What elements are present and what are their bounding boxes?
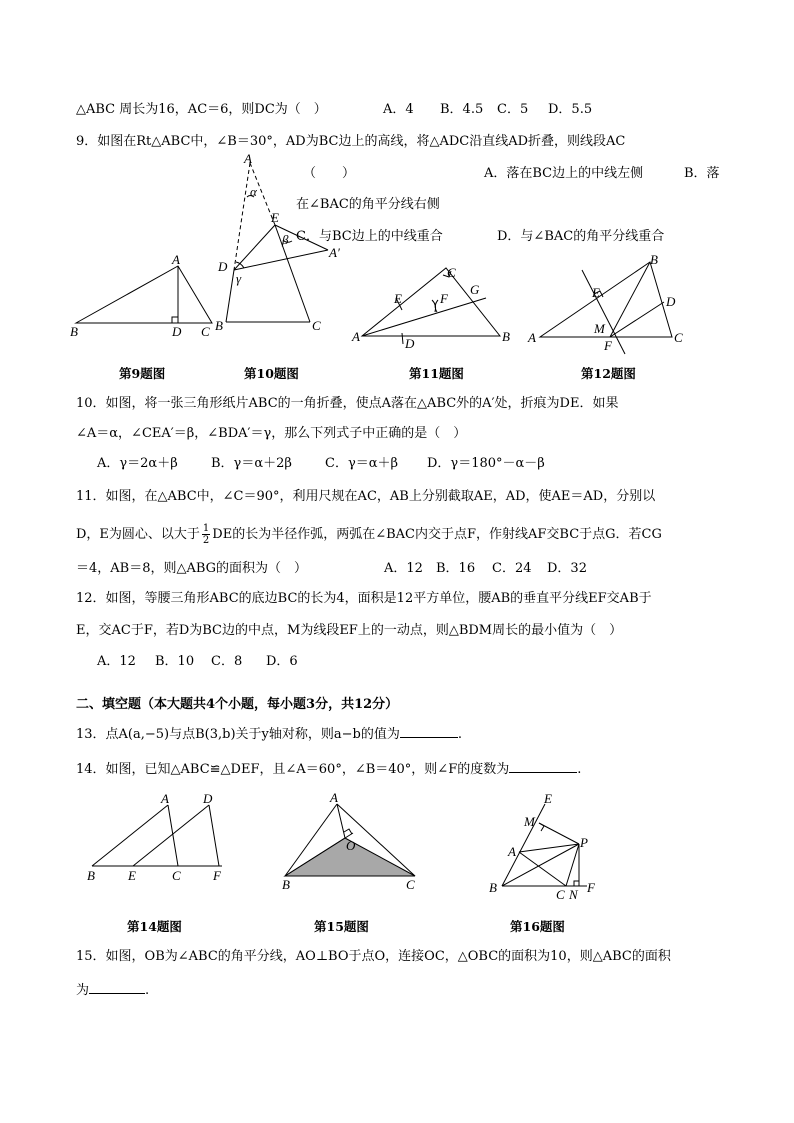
f16-label-c: C [556,887,565,902]
q13-end: . [457,727,462,742]
f16-label-n: N [569,887,578,902]
q9-opt-a: A．落在BC边上的中线左侧 [484,166,644,181]
f10-label-b: B [215,318,223,333]
caption-fig-15: 第15题图 [314,919,369,934]
caption-fig-11: 第11题图 [409,366,464,381]
q9-paren: （ ） [303,166,356,181]
f12-label-f: F [604,338,612,353]
f14-label-f: F [213,868,221,883]
q8-opt-d: D．5.5 [548,102,593,117]
f9-label-c: C [201,324,210,339]
q11-opt-d: D．32 [547,561,587,576]
f11-label-c: C [447,265,456,280]
q11-opt-a: A．12 [384,561,423,576]
f16-label-p: P [580,835,588,850]
f16-label-e: E [544,791,552,806]
f12-label-b: B [650,252,658,267]
f15-label-o: O [346,838,356,853]
q12-line2: E，交AC于F，若D为BC边的中点，M为线段EF上的一动点，则△BDM周长的最小值为（ ） [76,623,623,638]
fraction-numerator: 1 [202,523,210,534]
q11-line2-pre: D，E为圆心、以大于 [76,527,200,542]
f14-label-d: D [203,791,213,806]
q9-opt-b-tail: 在∠BAC的角平分线右侧 [296,197,440,212]
f12-label-m: M [594,321,605,336]
q13-text: 13．点A(a,−5)与点B(3,b)关于y轴对称，则a−b的值为 [76,727,400,742]
f10-label-gamma: γ [236,271,242,286]
f9-label-d: D [172,324,182,339]
f15-label-a: A [330,790,338,805]
f14-label-a: A [161,791,169,806]
f10-label-a-prime: A′ [329,245,340,260]
f14-label-c: C [172,868,181,883]
f12-label-c: C [674,330,683,345]
caption-fig-9: 第9题图 [119,366,166,381]
q12-opt-c: C．8 [211,654,243,669]
fraction-denominator: 2 [202,535,210,546]
f11-label-a: A [352,329,360,344]
q8-opt-a: A．4 [383,102,414,117]
f15-label-c: C [406,877,415,892]
q15-answer-blank[interactable] [89,993,145,994]
f10-label-e: E [271,210,279,225]
q10-line1: 10．如图，将一张三角形纸片ABC的一角折叠，使点A落在△ABC外的A′处，折痕为DE．如果 [76,396,619,411]
f9-label-b: B [70,324,78,339]
q8-opt-c: C．5 [497,102,529,117]
q10-opt-b: B．γ＝α＋2β [211,456,292,471]
q12-line1: 12．如图，等腰三角形ABC的底边BC的长为4，面积是12平方单位，腰AB的垂直平分线EF交AB于 [76,591,652,606]
f10-label-alpha: α [250,184,257,199]
q9-line1: 9．如图在Rt△ABC中，∠B＝30°，AD为BC边上的高线，将△ADC沿直线AD折叠，则线段AC [76,134,626,149]
section-fill-in-heading: 二、填空题（本大题共4个小题，每小题3分，共12分） [76,697,399,712]
f10-label-beta: β [282,232,289,247]
q12-opt-a: A．12 [97,654,136,669]
f11-label-e: E [394,291,402,306]
f16-label-f: F [587,880,595,895]
q12-opt-d: D．6 [266,654,298,669]
f16-label-a: A [508,844,516,859]
f10-label-c: C [312,318,321,333]
q10-line2: ∠A＝α，∠CEA′＝β，∠BDA′＝γ，那么下列式子中正确的是（ ） [76,426,467,441]
q9-opt-d: D．与∠BAC的角平分线重合 [497,229,665,244]
q14-end: . [577,762,582,777]
f10-label-a: A [244,151,252,166]
f16-label-b: B [489,880,497,895]
q11-line3: ＝4，AB＝8，则△ABG的面积为（ ） [76,561,308,576]
f14-label-e: E [128,868,136,883]
q9-opt-b-head: B．落 [684,166,720,181]
f11-label-g: G [470,282,480,297]
f11-label-f: F [440,291,448,306]
q11-line1: 11．如图，在△ABC中，∠C＝90°，利用尺规在AC，AB上分别截取AE，AD，使AE＝AD，分别以 [76,489,656,504]
q11-opt-b: B．16 [436,561,476,576]
q11-line2-post: DE的长为半径作弧，两弧在∠BAC内交于点F，作射线AF交BC于点G．若CG [212,527,662,542]
caption-fig-14: 第14题图 [127,919,182,934]
q15-line2 [76,982,149,1000]
q15-line2-pre: 为 [76,983,90,998]
q10-opt-d: D．γ＝180°－α－β [427,456,545,471]
caption-fig-16: 第16题图 [510,919,565,934]
caption-fig-12: 第12题图 [581,366,636,381]
q15-line1: 15．如图，OB为∠ABC的角平分线，AO⊥BO于点O，连接OC，△OBC的面积为10，则△ABC的面积 [76,949,671,964]
f10-label-d: D [218,259,228,274]
q10-opt-c: C．γ＝α＋β [325,456,399,471]
q8-opt-b: B．4.5 [440,102,484,117]
q11-opt-c: C．24 [492,561,532,576]
f16-label-m: M [524,814,535,829]
q15-end: . [145,983,150,998]
f12-label-a: A [528,330,536,345]
f12-label-e: E [592,285,600,300]
q9-opt-c: C．与BC边上的中线重合 [296,229,443,244]
q12-opt-b: B．10 [155,654,195,669]
q10-opt-a: A．γ＝2α＋β [97,456,178,471]
f9-label-a: A [172,252,180,267]
q8-stem: △ABC 周长为16，AC＝6，则DC为（ ） [76,102,327,117]
q14-text: 14．如图，已知△ABC≌△DEF，且∠A＝60°，∠B＝40°，则∠F的度数为 [76,762,510,777]
f12-label-d: D [666,294,676,309]
f15-label-b: B [282,877,290,892]
f11-label-d: D [405,336,415,351]
f14-label-b: B [87,868,95,883]
caption-fig-10: 第10题图 [244,366,299,381]
f11-label-b: B [502,329,510,344]
